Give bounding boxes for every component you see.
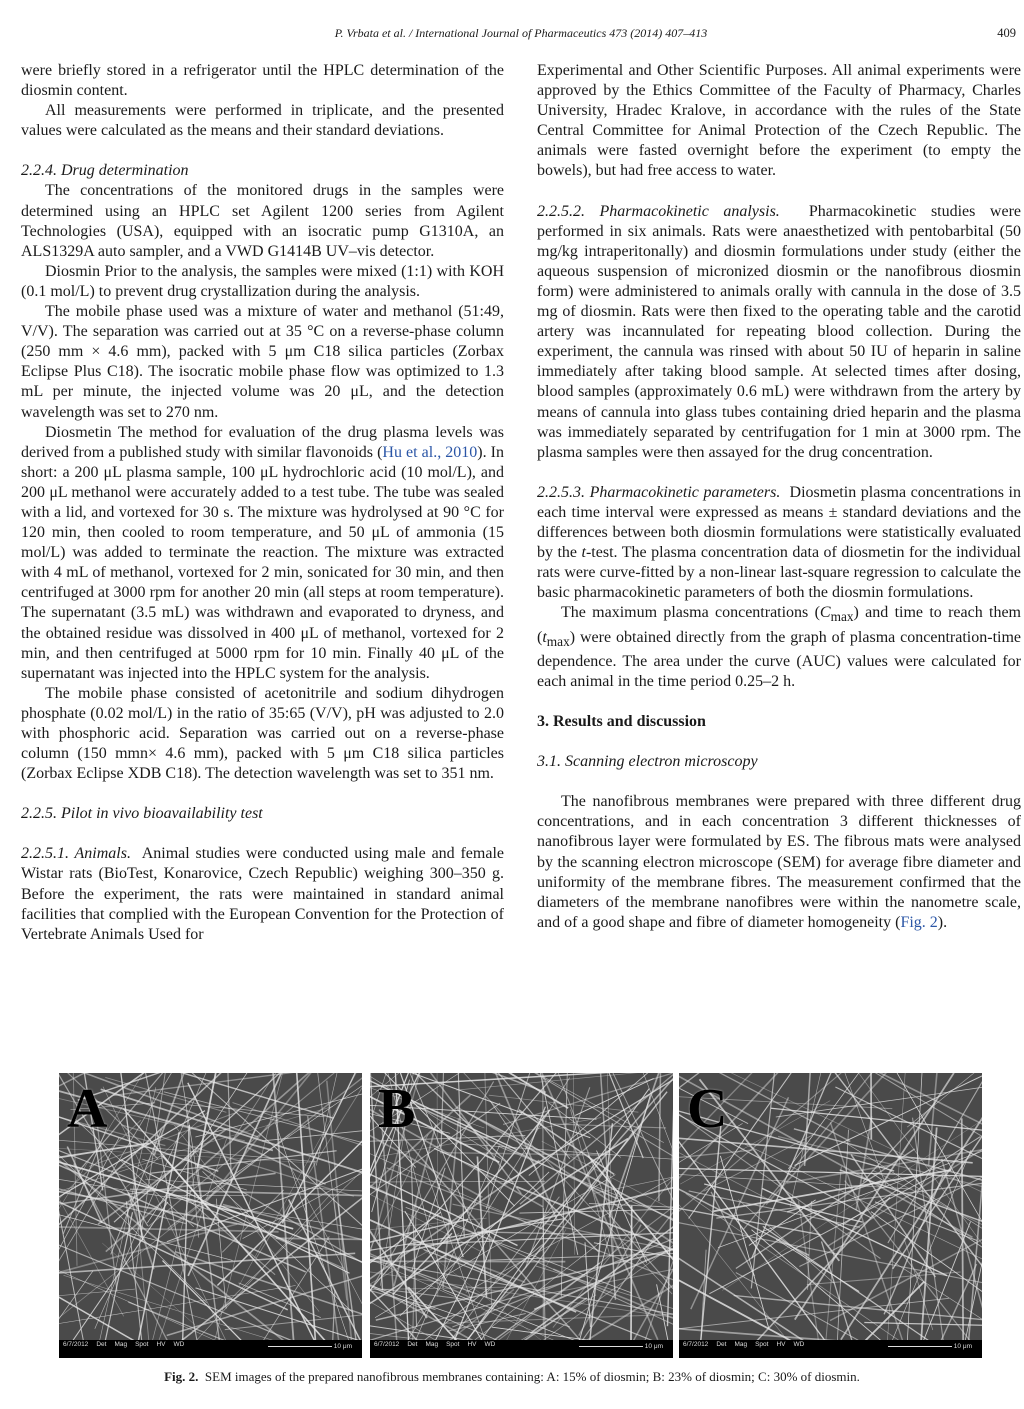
scale-bar: 10 μm bbox=[579, 1342, 663, 1351]
nanofiber-texture bbox=[370, 1073, 673, 1358]
subsection-heading-2-2-5-1: 2.2.5.1. Animals. bbox=[21, 845, 131, 863]
nanofiber bbox=[294, 1073, 320, 1358]
figure-caption: Fig. 2. SEM images of the prepared nanofibrous membranes containing: A: 15% of diosmin; B: 23% of diosmin; C: 30% of diosmin. bbox=[164, 1369, 860, 1384]
sem-image-a bbox=[59, 1073, 362, 1358]
sem-image-b bbox=[370, 1073, 673, 1358]
nanofiber bbox=[836, 1150, 971, 1358]
nanofiber bbox=[969, 1073, 983, 1342]
paragraph: All measurements were performed in triplicate, and the presented values were calculated as the means and their standard deviations. bbox=[21, 102, 504, 140]
section-heading-2-2-4: 2.2.4. Drug determination bbox=[21, 162, 189, 180]
paragraph: Diosmin Prior to the analysis, the samples were mixed (1:1) with KOH (0.1 mol/L) to prevent drug crystallization during the analysis. bbox=[21, 262, 504, 300]
nanofiber bbox=[282, 1073, 362, 1223]
paragraph: 2.2.5.1. Animals. Animal studies were conducted using male and female Wistar rats (BioTest, Konarovice, Czech Republic) weighing 300–350 g. Before the experiment, the rats were maintained in standard animal facilities that complied with the European Convention for the Protection of Vertebrate Animals Used for bbox=[21, 845, 504, 943]
nanofiber bbox=[694, 1125, 721, 1358]
section-heading-2-2-5: 2.2.5. Pilot in vivo bioavailability test bbox=[21, 805, 263, 823]
scale-bar: 10 μm bbox=[268, 1342, 352, 1351]
scale-bar: 10 μm bbox=[888, 1342, 972, 1351]
paragraph: The mobile phase consisted of acetonitrile and sodium dihydrogen phosphate (0.02 mol/L) in the ratio of 35:65 (V/V), pH was adjusted to 2.0 with phosphoric acid. Separation was carried out on a reverse-phase column (150 mmn× 4.6 mm), packed with 5 μm C18 silica particles (Zorbax Eclipse XDB C18). The detection wavelength was set to 351 nm. bbox=[21, 684, 504, 783]
nanofiber bbox=[59, 1202, 168, 1358]
nanofiber bbox=[59, 1206, 106, 1358]
nanofiber bbox=[59, 1289, 135, 1298]
panel-label: B bbox=[378, 1078, 416, 1140]
nanofiber bbox=[863, 1102, 936, 1181]
sem-info-bar: 6/7/2012 Det Mag Spot HV WD 10 μm bbox=[679, 1340, 982, 1358]
sem-info-bar: 6/7/2012 Det Mag Spot HV WD 10 μm bbox=[370, 1340, 673, 1358]
section-heading-3-1: 3.1. Scanning electron microscopy bbox=[537, 753, 758, 771]
paragraph: 2.2.5.3. Pharmacokinetic parameters. Diosmetin plasma concentrations in each time interval were expressed as means ± standard deviations and the differences between both diosmin formulations were statistically evaluated by the t-test. The plasma concentration data of diosmetin for the individual rats were curve-fitted by a non-linear last-square regression to calculate the basic pharmacokinetic parameters of both the diosmin formulations. bbox=[537, 483, 1022, 602]
subsection-heading-2-2-5-3: 2.2.5.3. Pharmacokinetic parameters. bbox=[537, 483, 781, 501]
panel-label: A bbox=[67, 1078, 108, 1140]
nanofiber bbox=[437, 1073, 438, 1297]
nanofiber bbox=[679, 1222, 982, 1288]
sem-info-bar: 6/7/2012 Det Mag Spot HV WD 10 μm bbox=[59, 1340, 362, 1358]
right-column bbox=[537, 61, 1021, 933]
sem-image-c bbox=[679, 1073, 982, 1358]
nanofiber bbox=[841, 1075, 982, 1340]
page-number: 409 bbox=[997, 26, 1016, 40]
subsection-heading-2-2-5-2: 2.2.5.2. Pharmacokinetic analysis. bbox=[537, 202, 780, 220]
nanofiber bbox=[929, 1073, 945, 1165]
paragraph: Diosmetin The method for evaluation of the drug plasma levels was derived from a published study with similar flavonoids (Hu et al., 2010). In short: a 200 μL plasma sample, 100 μL hydrochloric acid (10 mol/L), and 200 μL methanol were accurately added to a test tube. The tube was sealed with a lid, and vortexed for 30 s. The mixture was hydrolysed at 90 °C for 120 min, then cooled to room temperature, and 50 μL of ammonia (15 mol/L) was added to terminate the reaction. The mixture was extracted with 4 mL of methanol, vortexed for 2 min, sonicated for 30 min, and then centrifuged at 3000 rpm for another 20 min (all steps at room temperature). The supernatant (3.5 mL) was withdrawn and evaporated to dryness, and the obtained residue was dissolved in 400 μL of methanol, vortexed for 2 min, and then centrifuged at 5000 rpm for 10 min. Finally 40 μL of the supernatant was injected into the HPLC system for the analysis. bbox=[21, 423, 505, 682]
nanofiber bbox=[788, 1073, 871, 1169]
paragraph: were briefly stored in a refrigerator until the HPLC determination of the diosmin content. bbox=[21, 62, 504, 100]
panel-label: C bbox=[687, 1078, 728, 1140]
running-title: P. Vrbata et al. / International Journal of Pharmaceutics 473 (2014) 407–413 bbox=[334, 26, 708, 40]
nanofiber bbox=[752, 1230, 947, 1358]
paragraph: The mobile phase used was a mixture of water and methanol (51:49, V/V). The separation was carried out at 35 °C on a reverse-phase column (250 mm × 4.6 mm), packed with 5 μm C18 silica particles (Zorbax Eclipse Plus C18). The isocratic mobile phase flow was optimized to 1.3 mL per minute, the injected volume was 20 μL, and the detection wavelength was set to 270 nm. bbox=[21, 303, 504, 421]
citation-link-hu-2010[interactable]: Hu et al., 2010 bbox=[382, 443, 478, 461]
figure-2 bbox=[59, 1073, 982, 1358]
nanofiber bbox=[334, 1197, 347, 1300]
figure-link-fig-2[interactable]: Fig. 2 bbox=[900, 913, 938, 931]
paragraph: 2.2.5.2. Pharmacokinetic analysis. Pharmacokinetic studies were performed in six animals. Rats were anaesthetized with pentobarbital (50 mg/kg intraperitonally) and diosmin formulations under study (either the aqueous suspension of micronized diosmin or the nanofibrous diosmin form) were administered to animals orally with cannula in the dose of 3.5 mg of diosmin. Rats were then fixed to the operating table and the carotid artery was incannulated for repeating blood collection. During the experiment, the cannula was rinsed with about 50 IU of heparin in saline immediately after taking blood sample. At selected times after dosing, blood samples (approximately 0.6 mL) were withdrawn from the artery by means of cannula into glass tubes containing dried heparin and the plasma was immediately separated by centrifugation for 1 min at 3000 rpm. The plasma samples were then assayed for the drug concentration. bbox=[537, 202, 1022, 461]
paragraph: The concentrations of the monitored drugs in the samples were determined using an HPLC set Agilent 1200 series from Agilent Technologies (USA), equipped with an isocratic pump G1310A, an ALS1329A auto sampler, and a VWD G1414B UV–vis detector. bbox=[21, 182, 504, 260]
left-column bbox=[21, 61, 504, 945]
page-header bbox=[22, 24, 1020, 42]
nanofiber bbox=[289, 1200, 362, 1346]
nanofiber bbox=[631, 1206, 632, 1358]
paragraph: The maximum plasma concentrations $(C_{max})$ and time to reach them $(t_{max})$ were obtained directly from the graph of plasma concentration-time dependence. The area under the curve (AUC) values were calculated for each animal in the time period 0.25–2 h. bbox=[537, 604, 1022, 690]
paragraph: The nanofibrous membranes were prepared with three different drug concentrations, and in each concentration 3 different thicknesses of nanofibrous layer were formulated by ES. The fibrous mats were analysed by the scanning electron microscope (SEM) for average fibre diameter and uniformity of the membrane fibres. The measurement confirmed that the diameters of the membrane nanofibres were within the nanometre scale, and of a good shape and fibre of diameter homogeneity (Fig. 2). bbox=[537, 793, 1021, 931]
paragraph: Experimental and Other Scientific Purposes. All animal experiments were approved by the Ethics Committee of the Faculty of Pharmacy, Charles University, Hradec Kralove, in accordance with the rules of the State Central Committee for Animal Protection of the Czech Republic. The animals were fasted overnight before the experiment (to empty the bowels), but had free access to water. bbox=[537, 62, 1021, 180]
section-heading-3: 3. Results and discussion bbox=[537, 713, 706, 731]
